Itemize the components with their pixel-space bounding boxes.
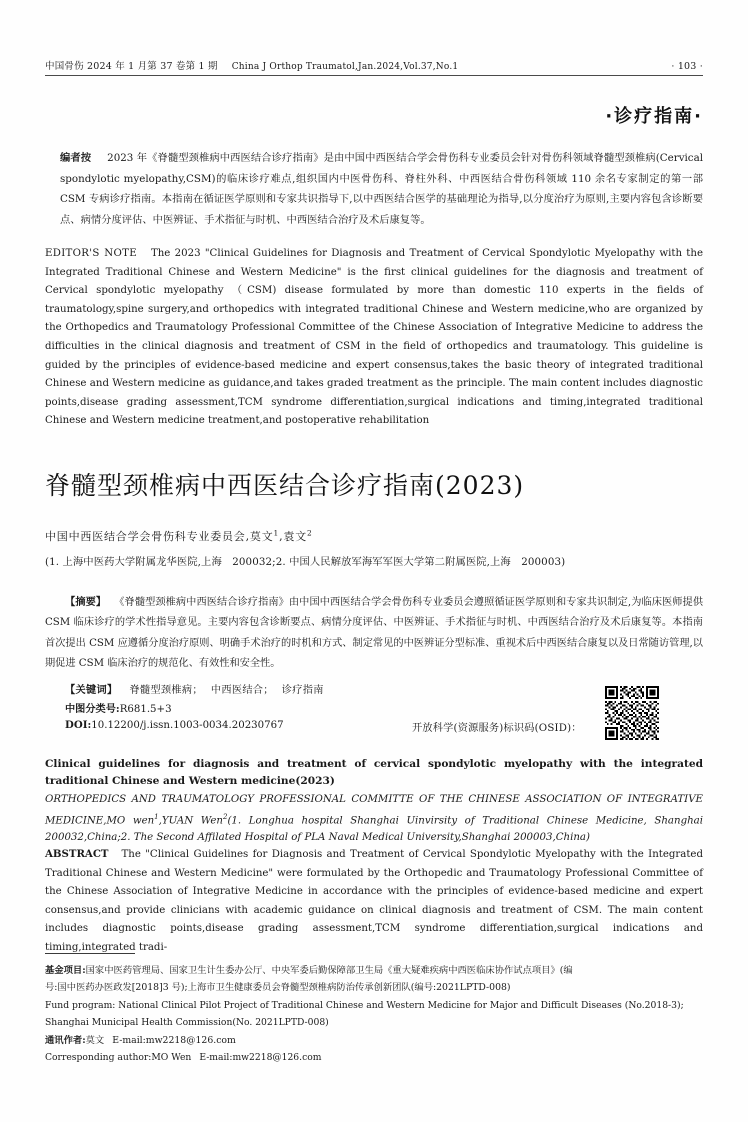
keyword-item-2: 中西医结合；: [210, 685, 274, 696]
corr-en-email: mw2218@126.com: [232, 1052, 322, 1064]
section-header: ·诊疗指南·: [605, 106, 703, 127]
editors-note-cn-label: 编者按: [60, 152, 92, 164]
author-en-affil-marker-1: 1: [154, 812, 159, 821]
author-en-affil-marker-2: 2: [222, 812, 228, 821]
corr-cn-email-label: E-mail:: [112, 1034, 146, 1046]
osid-label: 开放科学(资源服务)标识码(OSID)：: [412, 723, 582, 734]
editors-note-cn-body: 2023 年《脊髓型颈椎病中西医结合诊疗指南》是由中国中西医结合学会骨伤科专业委员会针对骨伤科领域脊髓型颈椎病(Cervical spondylotic myelopathy,CSM)的临床诊疗难点,组织国内中医骨伤科、脊柱外科、中西医结合骨伤科领域 110 余名专家制定的第一部 CSM 专病诊疗指南。本指南在循证医学原则和专家共识指导下,以中西医结合医学的基础理论为指导,以分度治疗为原则,主要内容包含诊断要点、病情分度评估、中医辨证、手术指征与时机、中西医结合治疗及术后康复等。: [60, 152, 704, 226]
keyword-item-1: 脊髓型颈椎病；: [129, 685, 203, 696]
corr-cn-label: 通讯作者:: [45, 1034, 86, 1046]
fund-cn-line1: 国家中医药管理局、国家卫生计生委办公厅、中央军委后勤保障部卫生局《重大疑难疾病中西医临床协作试点项目》(编: [85, 965, 573, 976]
doi-label: DOI:: [65, 719, 92, 731]
fund-cn-label: 基金项目:: [45, 965, 86, 976]
fund-cn-line2-row: [45, 979, 703, 996]
abstract-cn: [45, 592, 703, 675]
abstract-cn-body: 《脊髓型颈椎病中西医结合诊疗指南》由中国中西医结合学会骨伤科专业委员会遵照循证医学原则和专家共识制定,为临床医师提供 CSM 临床诊疗的学术性指导意见。主要内容包含诊断要点、病情分度评估、中医辨证、手术指征与时机、中西医结合治疗及术后康复等。本指南首次提出 CSM 应遵循分度治疗原则、明确手术治疗的时机和方式、制定常见的中医辨证分型标准、重视术后中西医结合康复以及日常随访管理,以期促进 CSM 临床治疗的规范化、有效性和安全性。: [45, 597, 704, 670]
running-head: [45, 58, 703, 76]
running-head-journal-cn: 中国骨伤 2024 年 1 月第 37 卷第 1 期: [45, 61, 218, 72]
corresponding-author-cn: [45, 1032, 703, 1049]
authors-en: [45, 791, 703, 847]
page-title: 脊髓型颈椎病中西医结合诊疗指南(2023): [45, 471, 525, 500]
fund-en-line1: Fund program: National Clinical Pilot Project of Traditional Chinese and Western Medicine for Major and Difficult Diseases (No.2018-3);: [45, 999, 684, 1011]
osid-qr-code: [605, 686, 659, 740]
editors-note-cn: [60, 148, 703, 230]
authors-en-mid: ,YUAN Wen: [158, 814, 223, 826]
authors-en-org: ORTHOPEDICS AND TRAUMATOLOGY PROFESSIONAL COMMITTE OF THE CHINESE ASSOCIATION OF INTEGRATIVE MEDICINE,MO wen: [45, 794, 703, 826]
fund-en-line2: Shanghai Municipal Health Commission(No. 2021LPTD-008): [45, 1017, 329, 1029]
fund-cn-line2: 号:国中医药办医政发[2018]3 号);上海市卫生健康委员会脊髓型颈椎病防治传承创新团队(编号:2021LPTD-008): [45, 982, 511, 994]
author-affil-marker-1: 1: [273, 528, 280, 538]
keyword-item-3: 诊疗指南: [281, 685, 324, 696]
corr-cn-name: 莫文: [85, 1034, 105, 1046]
editors-note-en-label: EDITOR'S NOTE: [45, 248, 137, 259]
keywords-cn-label: 【关键词】: [65, 684, 118, 696]
keywords-cn: [65, 681, 324, 696]
abstract-en-body: The "Clinical Guidelines for Diagnosis and Treatment of Cervical Spondylotic Myelopathy with the Integrated Traditional Chinese and Western Medicine" were formulated by the Orthopedic and Traumatology Professional Committee of the Chinese Association of Integrative Medicine in accordance with the principles of evidence-based medicine and expert consensus,and provide clinicians with academic guidance on clinical diagnosis and treatment of CSM. The main content includes diagnostic points,disease grading assessment,TCM syndrome differentiation,surgical indications and timing,integrated tradi-: [45, 849, 703, 953]
corr-en-name: MO Wen: [151, 1052, 192, 1064]
corr-en-email-label: E-mail:: [199, 1052, 233, 1064]
footnotes: [45, 962, 703, 1066]
page-title-en: Clinical guidelines for diagnosis and treatment of cervical spondylotic myelopathy with the integrated traditional Chinese and Western medicine(2023): [45, 758, 703, 787]
corresponding-author-en: [45, 1049, 703, 1066]
fund-en-line1-row: [45, 997, 703, 1014]
abstract-cn-label: 【摘要】: [65, 596, 107, 608]
running-head-left: [45, 58, 458, 72]
doi-value: 10.12200/j.issn.1003-0034.20230767: [91, 720, 284, 731]
footnote-divider: [45, 953, 135, 954]
clc-number: [65, 700, 172, 715]
corr-en-label: Corresponding author:: [45, 1052, 152, 1064]
clc-number-value: R681.5+3: [119, 704, 172, 715]
editors-note-en: [45, 245, 703, 431]
editors-note-en-body: The 2023 "Clinical Guidelines for Diagnosis and Treatment of Cervical Spondylotic Myelopathy with the Integrated Traditional Chinese and Western Medicine" is the first clinical guidelines for the diagnosis and treatment of Cervical spondylotic myelopathy （CSM) disease formulated by more than domestic 110 experts in the fields of traumatology,spine surgery,and orthopedics with integrated traditional Chinese and Western medicine,who are organized by the Orthopedics and Traumatology Professional Committee of the Chinese Association of Integrative Medicine to address the difficulties in the clinical diagnosis and treatment of CSM in the field of orthopedics and traumatology. This guideline is guided by the principles of evidence-based medicine and expert consensus,takes the basic theory of integrated traditional Chinese and Western medicine as guidance,and takes graded treatment as the principle. The main content includes diagnostic points,disease grading assessment,TCM syndrome differentiation,surgical indications and timing,integrated traditional Chinese and Western medicine treatment,and postoperative rehabilitation: [45, 248, 703, 427]
authors-cn: 中国中西医结合学会骨伤科专业委员会,莫文$^1$,袁文$^2$: [45, 528, 313, 543]
author-name-cn-2: 袁文: [283, 530, 307, 543]
author-organization-cn: 中国中西医结合学会骨伤科专业委员会: [45, 530, 246, 543]
running-head-journal-en: China J Orthop Traumatol,Jan.2024,Vol.37,No.1: [231, 62, 459, 72]
doi: [65, 719, 284, 731]
fund-en-line2-row: [45, 1014, 703, 1031]
qr-code-icon: [605, 686, 659, 740]
fund-cn: [45, 962, 703, 979]
author-affil-marker-2: 2: [307, 528, 313, 538]
corr-cn-email: mw2218@126.com: [145, 1034, 236, 1046]
clc-number-label: 中图分类号:: [65, 703, 120, 715]
abstract-en: [45, 845, 703, 958]
author-name-cn-1: 莫文: [249, 530, 274, 543]
affiliation-cn: (1. 上海中医药大学附属龙华医院,上海 200032;2. 中国人民解放军海军军医大学第二附属医院,上海 200003): [45, 556, 566, 568]
page-number: · 103 ·: [671, 61, 703, 72]
affiliation-en: (1. Longhua hospital Shanghai Uinvirsity of Traditional Chinese Medicine, Shanghai 200032,China;2. The Second Affilated Hospital of PLA Naval Medical University,Shanghai 200003,China): [45, 814, 703, 844]
abstract-en-label: ABSTRACT: [45, 848, 109, 860]
